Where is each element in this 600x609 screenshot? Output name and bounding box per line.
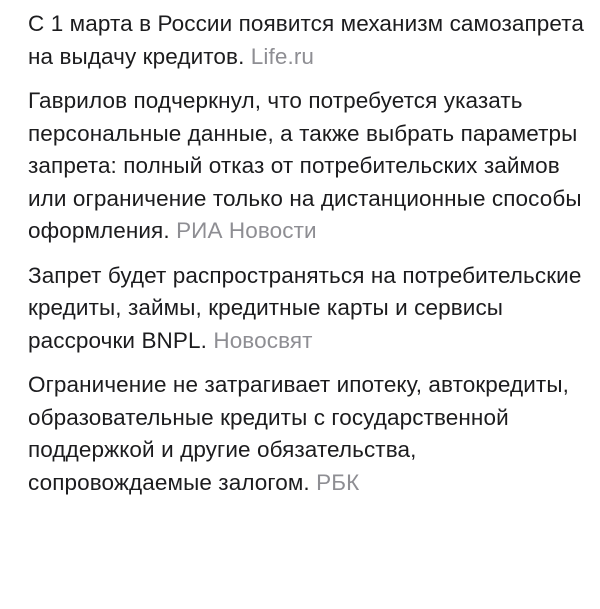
news-text: С 1 марта в России появится механизм самозапрета на выдачу кредитов. bbox=[28, 11, 585, 69]
news-text: Ограничение не затрагивает ипотеку, автокредиты, образовательные кредиты с государственной поддержкой и другие обязательства, сопровождаемые залогом. bbox=[28, 372, 569, 495]
news-item bbox=[28, 8, 588, 73]
news-item bbox=[28, 85, 588, 248]
news-item bbox=[28, 260, 588, 358]
news-source-link[interactable]: РИА Новости bbox=[176, 218, 317, 243]
news-source-link[interactable]: РБК bbox=[316, 469, 360, 495]
news-text: Запрет будет распространяться на потребительские кредиты, займы, кредитные карты и сервисы рассрочки BNPL. bbox=[28, 262, 582, 353]
news-source-link[interactable]: Life.ru bbox=[250, 43, 315, 69]
news-text: Гаврилов подчеркнул, что потребуется указать персональные данные, а также выбрать параметры запрета: полный отказ от потребительских займов или ограничение только на дистанционные способы оформления. bbox=[28, 88, 582, 243]
news-item bbox=[28, 369, 588, 499]
news-source-link[interactable]: Новосвят bbox=[213, 327, 313, 353]
news-feed bbox=[28, 8, 588, 511]
